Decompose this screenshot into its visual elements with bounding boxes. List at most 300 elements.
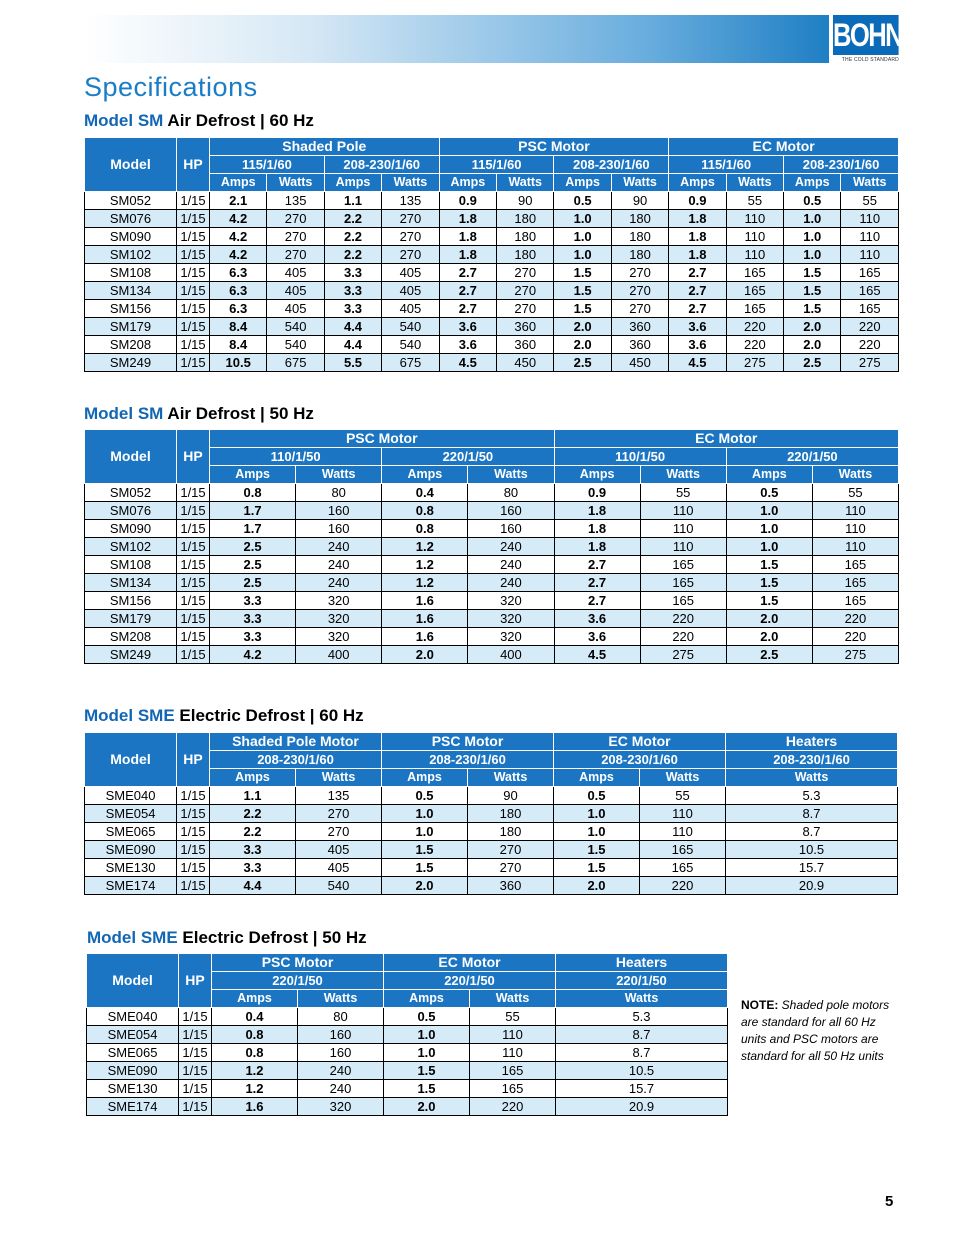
table-cell: SM179 (85, 318, 177, 336)
table-cell: 55 (726, 192, 783, 210)
unit-header: Amps (726, 466, 812, 484)
note-label: NOTE: (741, 998, 779, 1012)
table-row (85, 192, 899, 210)
table-cell: 2.5 (554, 354, 611, 372)
table-cell: 1.8 (439, 228, 496, 246)
table-cell: 1/15 (179, 1080, 212, 1098)
table-cell: 400 (296, 646, 382, 664)
table-row (85, 646, 899, 664)
table-cell: 220 (726, 336, 783, 354)
voltage-header: 208-230/1/60 (382, 751, 554, 769)
table-cell: 2.5 (210, 574, 296, 592)
table-row (85, 264, 899, 282)
table-cell: 165 (726, 264, 783, 282)
col-header-hp: HP (177, 733, 210, 787)
table-cell: 5.5 (324, 354, 381, 372)
table-row (85, 484, 899, 502)
table-cell: 2.7 (439, 300, 496, 318)
table-cell: SM090 (85, 520, 177, 538)
table-cell: 160 (298, 1044, 384, 1062)
spec-table-sm-60hz (84, 137, 899, 372)
table-cell: 6.3 (210, 264, 267, 282)
group-header: PSC Motor (382, 733, 554, 751)
table-row (85, 787, 898, 805)
table-cell: 165 (841, 282, 899, 300)
table-cell: 2.2 (324, 228, 381, 246)
table-cell: 3.6 (669, 318, 726, 336)
table-cell: 1.8 (669, 228, 726, 246)
table-cell: 55 (812, 484, 898, 502)
table-cell: 3.6 (554, 610, 640, 628)
table-cell: 160 (296, 502, 382, 520)
unit-header: Watts (468, 769, 554, 787)
table-cell: 270 (611, 300, 668, 318)
table-cell: 110 (841, 246, 899, 264)
spec-table-sm-50hz (84, 429, 899, 664)
table-cell: 1.0 (784, 246, 841, 264)
table-cell: 0.5 (554, 192, 611, 210)
table-cell: 1.0 (382, 823, 468, 841)
table-cell: 1.6 (382, 610, 468, 628)
table-cell: 110 (470, 1026, 556, 1044)
header-row-groups (85, 138, 899, 156)
table-cell: 275 (812, 646, 898, 664)
table-cell: 220 (841, 318, 899, 336)
table-cell: 90 (497, 192, 554, 210)
table-cell: 90 (611, 192, 668, 210)
table-cell: 240 (298, 1062, 384, 1080)
unit-header: Watts (296, 769, 382, 787)
table-cell: 165 (640, 841, 726, 859)
table-cell: 405 (382, 300, 439, 318)
table-cell: 1.5 (784, 264, 841, 282)
table-cell: 4.2 (210, 246, 267, 264)
table-cell: 2.7 (669, 264, 726, 282)
col-header-hp: HP (177, 138, 210, 192)
table-cell: 2.0 (554, 336, 611, 354)
group-header: EC Motor (669, 138, 899, 156)
table-cell: 3.6 (669, 336, 726, 354)
table-cell: 2.7 (439, 282, 496, 300)
table-row (85, 877, 898, 895)
table-cell: 110 (640, 805, 726, 823)
table-cell: 450 (611, 354, 668, 372)
table-cell: 165 (470, 1062, 556, 1080)
table-cell: 540 (267, 318, 324, 336)
table-cell: 1.0 (554, 823, 640, 841)
table-cell: 1/15 (177, 502, 210, 520)
table-cell: 270 (468, 841, 554, 859)
table-cell: 1.5 (384, 1062, 470, 1080)
table-cell: SME090 (87, 1062, 179, 1080)
table-cell: 240 (298, 1080, 384, 1098)
group-header: Shaded Pole Motor (210, 733, 382, 751)
table-cell: 405 (267, 282, 324, 300)
table-row (85, 318, 899, 336)
table-cell: SM076 (85, 502, 177, 520)
voltage-header: 208-230/1/60 (784, 156, 899, 174)
table-cell: 0.8 (212, 1026, 298, 1044)
unit-header: Watts (556, 990, 728, 1008)
table-cell: 165 (841, 264, 899, 282)
unit-header: Watts (726, 769, 898, 787)
table-row (85, 859, 898, 877)
table-cell: 4.5 (669, 354, 726, 372)
table-cell: 1.5 (554, 841, 640, 859)
table-cell: 180 (468, 805, 554, 823)
table-cell: 2.7 (439, 264, 496, 282)
table-cell: SM102 (85, 246, 177, 264)
voltage-header: 220/1/50 (556, 972, 728, 990)
table-cell: 270 (497, 300, 554, 318)
table-cell: 4.4 (324, 318, 381, 336)
table-cell: 2.0 (726, 628, 812, 646)
table-cell: 110 (812, 538, 898, 556)
table-cell: 220 (812, 610, 898, 628)
table-cell: 220 (841, 336, 899, 354)
table-cell: SM108 (85, 556, 177, 574)
group-header: EC Motor (554, 733, 726, 751)
table-cell: 1/15 (177, 246, 210, 264)
table-cell: 540 (382, 336, 439, 354)
voltage-header: 115/1/60 (210, 156, 325, 174)
section-model: Model SM (84, 111, 164, 130)
table-cell: 0.8 (382, 502, 468, 520)
unit-header: Amps (210, 769, 296, 787)
unit-header: Watts (640, 466, 726, 484)
unit-header: Watts (812, 466, 898, 484)
col-header-model: Model (85, 430, 177, 484)
table-cell: 1/15 (177, 610, 210, 628)
table-cell: 1.0 (554, 228, 611, 246)
table-cell: 8.7 (556, 1044, 728, 1062)
unit-header: Amps (784, 174, 841, 192)
table-cell: 270 (611, 282, 668, 300)
table-cell: 2.2 (324, 210, 381, 228)
table-cell: 165 (640, 574, 726, 592)
unit-header: Watts (470, 990, 556, 1008)
voltage-header: 220/1/50 (212, 972, 384, 990)
group-header: PSC Motor (212, 954, 384, 972)
table-row (85, 610, 899, 628)
table-cell: 1.0 (726, 538, 812, 556)
table-cell: 1.5 (554, 300, 611, 318)
table-cell: 55 (841, 192, 899, 210)
table-cell: 2.0 (554, 318, 611, 336)
table-cell: 1/15 (177, 192, 210, 210)
section-title-sme-50hz (87, 928, 367, 948)
table-cell: 1.0 (554, 246, 611, 264)
table-cell: 0.5 (384, 1008, 470, 1026)
table-row (87, 1044, 728, 1062)
table-cell: 4.2 (210, 210, 267, 228)
table-cell: 275 (841, 354, 899, 372)
table-cell: 270 (497, 282, 554, 300)
table-row (85, 520, 899, 538)
table-cell: 1/15 (177, 841, 210, 859)
table-cell: 405 (296, 841, 382, 859)
table-cell: 180 (497, 210, 554, 228)
unit-header: Watts (382, 174, 439, 192)
table-cell: 1.5 (784, 300, 841, 318)
table-cell: 360 (497, 336, 554, 354)
table-cell: 1/15 (177, 646, 210, 664)
table-cell: 3.3 (210, 628, 296, 646)
table-cell: 540 (296, 877, 382, 895)
table-cell: 135 (296, 787, 382, 805)
table-cell: 4.2 (210, 646, 296, 664)
table-cell: 1.0 (384, 1044, 470, 1062)
table-cell: 1.0 (784, 228, 841, 246)
table-cell: 15.7 (556, 1080, 728, 1098)
table-cell: 405 (267, 264, 324, 282)
table-cell: 1/15 (177, 520, 210, 538)
table-cell: 1/15 (177, 859, 210, 877)
table-cell: 110 (640, 538, 726, 556)
table-cell: 400 (468, 646, 554, 664)
table-cell: 1/15 (177, 574, 210, 592)
table-cell: 1/15 (177, 264, 210, 282)
table-row (85, 538, 899, 556)
voltage-header: 220/1/50 (384, 972, 556, 990)
unit-header: Amps (382, 466, 468, 484)
table-cell: SM052 (85, 484, 177, 502)
table-cell: 320 (296, 628, 382, 646)
table-cell: 110 (812, 502, 898, 520)
table-cell: SME054 (85, 805, 177, 823)
section-title-sme-60hz (84, 706, 364, 726)
table-cell: 2.0 (382, 646, 468, 664)
table-cell: 2.1 (210, 192, 267, 210)
table-cell: 10.5 (726, 841, 898, 859)
table-cell: SME040 (87, 1008, 179, 1026)
unit-header: Amps (210, 466, 296, 484)
spec-table-sme-60hz (84, 732, 898, 895)
table-cell: 405 (382, 264, 439, 282)
table-cell: 2.2 (324, 246, 381, 264)
table-cell: 1.0 (726, 520, 812, 538)
voltage-header: 110/1/50 (210, 448, 382, 466)
table-cell: SME065 (87, 1044, 179, 1062)
unit-header: Amps (212, 990, 298, 1008)
table-cell: 1/15 (177, 228, 210, 246)
table-cell: 1.0 (384, 1026, 470, 1044)
table-cell: 3.3 (210, 859, 296, 877)
table-cell: 1.1 (324, 192, 381, 210)
table-cell: 2.0 (726, 610, 812, 628)
table-cell: 1.8 (554, 520, 640, 538)
voltage-header: 208-230/1/60 (554, 156, 669, 174)
unit-header: Amps (554, 174, 611, 192)
table-cell: 1.6 (382, 592, 468, 610)
table-cell: 1.5 (726, 574, 812, 592)
table-cell: SME090 (85, 841, 177, 859)
table-cell: 1.2 (212, 1062, 298, 1080)
table-row (87, 1062, 728, 1080)
table-cell: 3.3 (210, 841, 296, 859)
table-cell: 1.8 (554, 502, 640, 520)
unit-header: Watts (296, 466, 382, 484)
section-model: Model SME (84, 706, 175, 725)
page-number: 5 (885, 1193, 894, 1210)
table-cell: 1.5 (382, 859, 468, 877)
table-cell: 2.5 (726, 646, 812, 664)
table-cell: 1.2 (382, 538, 468, 556)
table-cell: 2.0 (384, 1098, 470, 1116)
table-cell: 1.6 (382, 628, 468, 646)
table-cell: 450 (497, 354, 554, 372)
table-cell: SM102 (85, 538, 177, 556)
table-cell: 15.7 (726, 859, 898, 877)
table-cell: 1/15 (177, 805, 210, 823)
table-cell: 540 (267, 336, 324, 354)
table-cell: SME130 (87, 1080, 179, 1098)
table-cell: 270 (267, 210, 324, 228)
table-cell: SME174 (87, 1098, 179, 1116)
table-cell: 180 (497, 228, 554, 246)
table-cell: SM179 (85, 610, 177, 628)
table-row (87, 1098, 728, 1116)
bohn-logo (833, 15, 902, 65)
table-cell: SM156 (85, 300, 177, 318)
table-row (85, 556, 899, 574)
table-cell: 4.4 (324, 336, 381, 354)
table-cell: 320 (468, 592, 554, 610)
unit-header: Amps (382, 769, 468, 787)
table-cell: 160 (468, 520, 554, 538)
table-cell: 320 (296, 592, 382, 610)
voltage-header: 220/1/50 (726, 448, 898, 466)
table-cell: 135 (382, 192, 439, 210)
table-cell: 110 (640, 502, 726, 520)
table-cell: 1/15 (177, 787, 210, 805)
table-cell: 1.5 (554, 859, 640, 877)
table-cell: 270 (611, 264, 668, 282)
table-cell: 3.3 (324, 264, 381, 282)
table-cell: 2.0 (554, 877, 640, 895)
table-cell: 1.5 (554, 264, 611, 282)
unit-header: Watts (841, 174, 899, 192)
table-cell: 360 (611, 318, 668, 336)
table-cell: 1.5 (554, 282, 611, 300)
unit-header: Amps (324, 174, 381, 192)
table-cell: 20.9 (556, 1098, 728, 1116)
table-row (85, 502, 899, 520)
table-cell: 4.4 (210, 877, 296, 895)
table-cell: 0.9 (439, 192, 496, 210)
unit-header: Amps (554, 466, 640, 484)
group-header: EC Motor (384, 954, 556, 972)
table-row (85, 823, 898, 841)
table-cell: 165 (470, 1080, 556, 1098)
table-cell: 0.4 (212, 1008, 298, 1026)
col-header-model: Model (87, 954, 179, 1008)
table-cell: 1/15 (177, 592, 210, 610)
table-cell: 2.5 (210, 556, 296, 574)
table-cell: 405 (382, 282, 439, 300)
table-cell: 4.5 (439, 354, 496, 372)
table-cell: 360 (468, 877, 554, 895)
table-cell: 2.7 (554, 592, 640, 610)
table-cell: 270 (382, 210, 439, 228)
section-subtitle: Electric Defrost | 50 Hz (177, 928, 367, 947)
table-cell: 1/15 (179, 1098, 212, 1116)
table-cell: 80 (468, 484, 554, 502)
table-cell: SM249 (85, 354, 177, 372)
table-cell: 1/15 (179, 1026, 212, 1044)
table-cell: 180 (611, 210, 668, 228)
table-cell: SM208 (85, 336, 177, 354)
table-cell: 110 (726, 246, 783, 264)
table-cell: SM249 (85, 646, 177, 664)
table-cell: 240 (468, 556, 554, 574)
table-cell: 165 (812, 556, 898, 574)
table-cell: 1.2 (382, 556, 468, 574)
spec-table-sme-50hz (86, 953, 728, 1116)
table-cell: 8.7 (726, 805, 898, 823)
table-cell: 1.5 (784, 282, 841, 300)
table-row (85, 841, 898, 859)
unit-header: Watts (298, 990, 384, 1008)
table-cell: 320 (468, 628, 554, 646)
unit-header: Watts (468, 466, 554, 484)
table-cell: 1.0 (784, 210, 841, 228)
table-row (85, 282, 899, 300)
table-cell: 1/15 (177, 318, 210, 336)
table-cell: 1.5 (726, 592, 812, 610)
table-cell: SME065 (85, 823, 177, 841)
table-cell: SME174 (85, 877, 177, 895)
table-cell: 1/15 (177, 556, 210, 574)
table-cell: 55 (640, 484, 726, 502)
table-cell: 1/15 (177, 538, 210, 556)
table-cell: 3.6 (439, 318, 496, 336)
table-cell: 2.7 (669, 300, 726, 318)
voltage-header: 115/1/60 (669, 156, 784, 174)
voltage-header: 208-230/1/60 (210, 751, 382, 769)
table-cell: 90 (468, 787, 554, 805)
table-cell: 165 (726, 300, 783, 318)
table-cell: 1.8 (669, 210, 726, 228)
table-cell: 1.0 (554, 210, 611, 228)
table-cell: 165 (726, 282, 783, 300)
section-title-sm-50hz (84, 404, 314, 424)
table-cell: 110 (640, 823, 726, 841)
table-cell: 0.8 (382, 520, 468, 538)
table-cell: 3.3 (324, 282, 381, 300)
table-cell: 5.3 (726, 787, 898, 805)
table-cell: 1.2 (382, 574, 468, 592)
table-cell: 2.7 (554, 574, 640, 592)
table-cell: 270 (382, 246, 439, 264)
table-cell: 1.0 (726, 502, 812, 520)
table-cell: 3.3 (210, 610, 296, 628)
table-cell: 1.5 (384, 1080, 470, 1098)
voltage-header: 208-230/1/60 (726, 751, 898, 769)
table-row (85, 246, 899, 264)
table-cell: 0.5 (784, 192, 841, 210)
table-cell: SM134 (85, 282, 177, 300)
table-cell: 80 (298, 1008, 384, 1026)
table-cell: 220 (640, 628, 726, 646)
table-cell: 2.2 (210, 823, 296, 841)
table-cell: 4.2 (210, 228, 267, 246)
note-text: Shaded pole motors are standard for all 60 Hz units and PSC motors are standard for all 50 Hz units (741, 998, 890, 1063)
table-cell: 8.7 (556, 1026, 728, 1044)
table-cell: 110 (841, 210, 899, 228)
table-cell: 165 (640, 859, 726, 877)
table-cell: 1.8 (554, 538, 640, 556)
